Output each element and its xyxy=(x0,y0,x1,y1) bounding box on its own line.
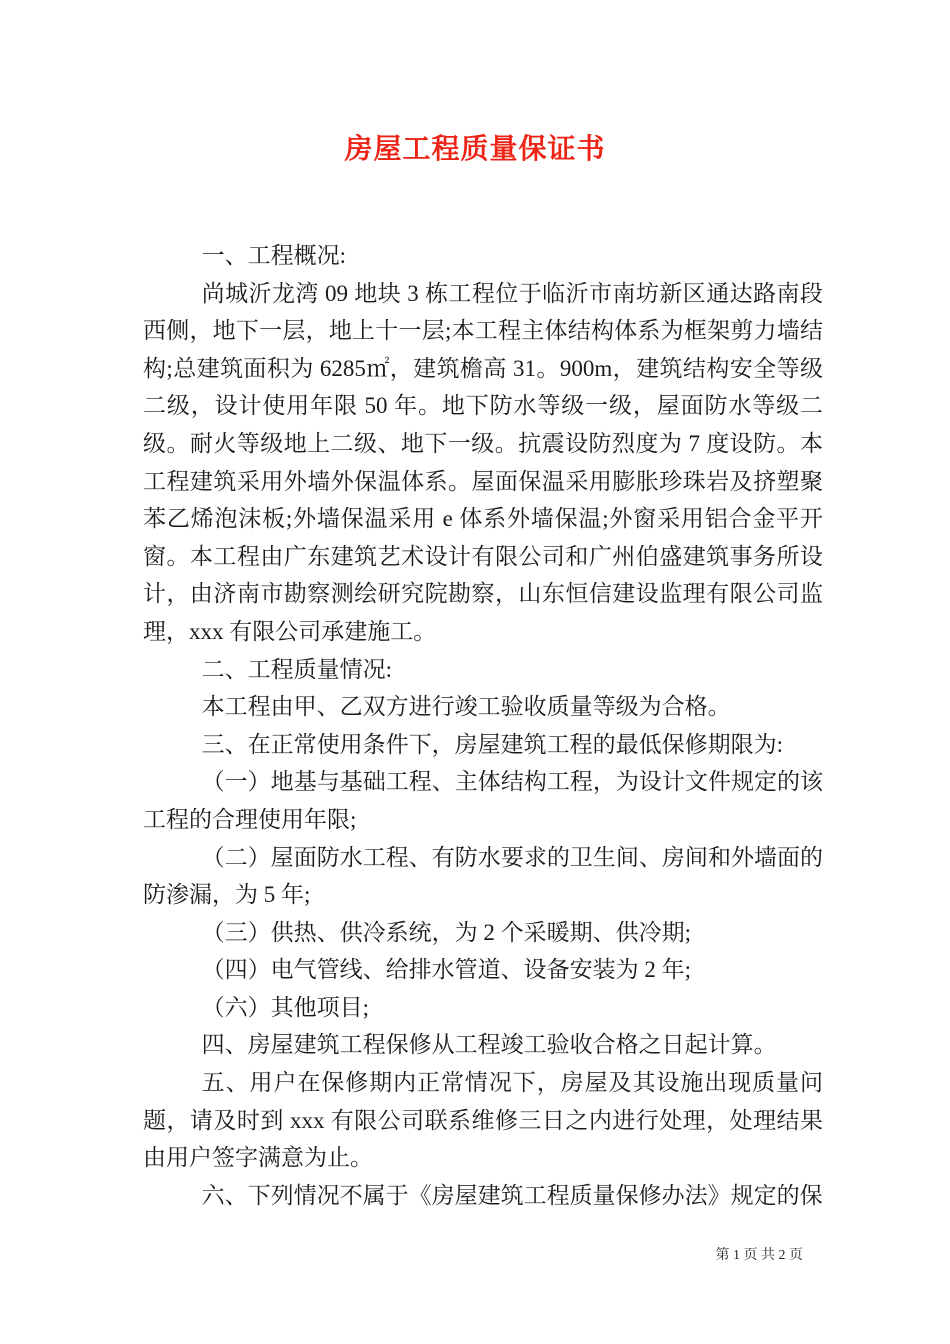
paragraph-warranty-item-1: （一）地基与基础工程、主体结构工程，为设计文件规定的该工程的合理使用年限; xyxy=(143,769,823,832)
paragraph-warranty-item-2: （二）屋面防水工程、有防水要求的卫生间、房间和外墙面的防渗漏，为 5 年; xyxy=(143,844,823,908)
document-title: 房屋工程质量保证书 xyxy=(344,133,606,164)
paragraph-warranty-item-4: （四）电气管线、给排水管道、设备安装为 2 年; xyxy=(201,957,692,983)
document-body xyxy=(143,237,823,1214)
paragraph-section-1-heading: 一、工程概况: xyxy=(201,243,347,268)
paragraph-section-4: 四、房屋建筑工程保修从工程竣工验收合格之日起计算。 xyxy=(201,1032,777,1058)
paragraph-warranty-item-6: （六）其他项目; xyxy=(201,994,370,1020)
paragraph-project-overview: 尚城沂龙湾 09 地块 3 栋工程位于临沂市南坊新区通达路南段西侧，地下一层，地上十一层;本工程主体结构体系为框架剪力墙结构;总建筑面积为 6285㎡，建筑檐高 31。900m，建筑结构安全等级二级，设计使用年限 50 年。地下防水等级一级，屋面防水等级二级。耐火等级地上二级、地下一级。抗震设防烈度为 7 度设防。本工程建筑采用外墙外保温体系。屋面保温采用膨胀珍珠岩及挤塑聚苯乙烯泡沫板;外墙保温采用 e 体系外墙保温;外窗采用铝合金平开窗。本工程由广东建筑艺术设计有限公司和广州伯盛建筑事务所设计，由济南市勘察测绘研究院勘察，山东恒信建设监理有限公司监理，xxx 有限公司承建施工。 xyxy=(143,280,823,644)
paragraph-section-6-partial: 六、下列情况不属于《房屋建筑工程质量保修办法》规定的保 xyxy=(201,1182,823,1208)
paragraph-section-2-heading: 二、工程质量情况: xyxy=(201,656,393,682)
page-number-footer: 第 1 页 共 2 页 xyxy=(715,1248,803,1263)
paragraph-section-5: 五、用户在保修期内正常情况下，房屋及其设施出现质量问题，请及时到 xxx 有限公司联系维修三日之内进行处理，处理结果由用户签字满意为止。 xyxy=(143,1070,823,1171)
paragraph-quality-status: 本工程由甲、乙双方进行竣工验收质量等级为合格。 xyxy=(201,694,731,720)
paragraph-warranty-item-3: （三）供热、供冷系统，为 2 个采暖期、供冷期; xyxy=(201,919,692,945)
paragraph-section-3-heading: 三、在正常使用条件下，房屋建筑工程的最低保修期限为: xyxy=(201,731,784,757)
